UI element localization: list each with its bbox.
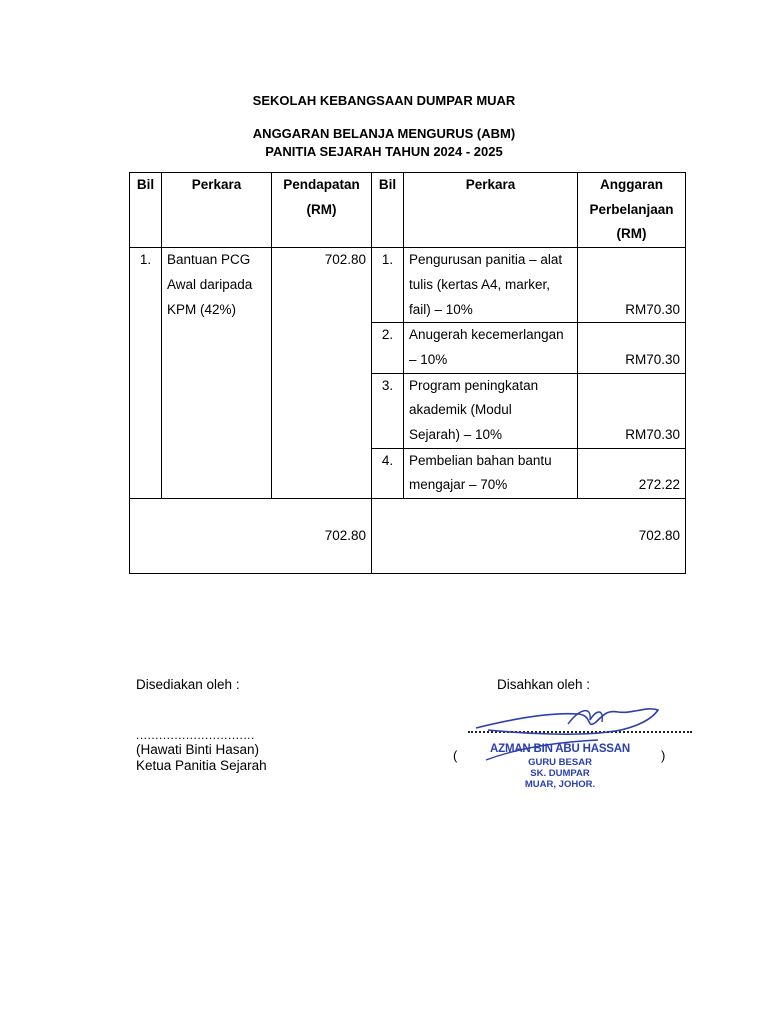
header-pendapatan: [272, 173, 372, 248]
expense-line: tulis (kertas A4, marker,: [409, 276, 551, 292]
header-row: [130, 173, 686, 248]
expense-bil: 2.: [372, 323, 404, 373]
expense-amount: RM70.30: [578, 248, 686, 323]
income-amount: 702.80: [272, 248, 372, 499]
total-expense: 702.80: [372, 499, 686, 574]
expense-amount: RM70.30: [578, 373, 686, 448]
expense-line: Pembelian bahan bantu: [409, 452, 552, 468]
header-pendapatan-line2: (RM): [306, 201, 337, 217]
official-stamp-line: GURU BESAR: [528, 757, 592, 768]
paren-open: (: [453, 748, 458, 763]
expense-amount: RM70.30: [578, 323, 686, 373]
header-bil-right: Bil: [372, 173, 404, 248]
preparer-role: Ketua Panitia Sejarah: [136, 758, 267, 773]
expense-line: Anugerah kecemerlangan: [409, 327, 564, 343]
approved-by-label: Disahkan oleh :: [497, 677, 591, 692]
header-anggaran-line3: (RM): [616, 226, 647, 242]
expense-line: fail) – 10%: [409, 301, 473, 317]
preparer-name: (Hawati Binti Hasan): [136, 742, 260, 757]
expense-amount: 272.22: [578, 448, 686, 498]
expense-line: – 10%: [409, 351, 448, 367]
school-name: SEKOLAH KEBANGSAAN DUMPAR MUAR: [252, 93, 516, 108]
income-line2: Awal daripada: [167, 276, 253, 292]
expense-item: [404, 323, 578, 373]
prepared-by-label: Disediakan oleh :: [136, 677, 240, 692]
official-stamp-name: AZMAN BIN ABU HASSAN: [490, 743, 630, 755]
expense-line: Pengurusan panitia – alat: [409, 252, 563, 268]
total-row: [130, 499, 686, 574]
expense-line: mengajar – 70%: [409, 477, 508, 493]
header-perkara-right: Perkara: [404, 173, 578, 248]
header-anggaran-line1: Anggaran: [599, 177, 663, 192]
expense-item: [404, 248, 578, 323]
official-stamp-line: MUAR, JOHOR.: [524, 779, 596, 790]
income-line3: KPM (42%): [167, 301, 237, 317]
total-income: 702.80: [130, 499, 372, 574]
expense-line: Program peningkatan: [409, 377, 539, 393]
expense-line: Sejarah) – 10%: [409, 427, 503, 443]
income-perkara: [162, 248, 272, 499]
header-anggaran-line2: Perbelanjaan: [589, 201, 674, 217]
income-bil: 1.: [130, 248, 162, 499]
expense-item: [404, 373, 578, 448]
expense-line: akademik (Modul: [409, 402, 512, 418]
income-line1: Bantuan PCG: [167, 252, 251, 268]
expense-item: [404, 448, 578, 498]
expense-bil: 4.: [372, 448, 404, 498]
expense-bil: 3.: [372, 373, 404, 448]
header-pendapatan-line1: Pendapatan: [283, 177, 360, 192]
paren-close: ): [661, 748, 666, 763]
official-stamp-line: SK. DUMPAR: [530, 768, 590, 779]
table-row: [130, 248, 686, 323]
header-bil-left: Bil: [130, 173, 162, 248]
document-subtitle: PANITIA SEJARAH TAHUN 2024 - 2025: [265, 144, 503, 159]
signature-dotted-line: ...............................: [136, 728, 255, 742]
budget-table: [129, 172, 686, 574]
document-title: ANGGARAN BELANJA MENGURUS (ABM): [252, 126, 516, 141]
header-perkara-left: Perkara: [162, 173, 272, 248]
expense-bil: 1.: [372, 248, 404, 323]
header-anggaran: [578, 173, 686, 248]
